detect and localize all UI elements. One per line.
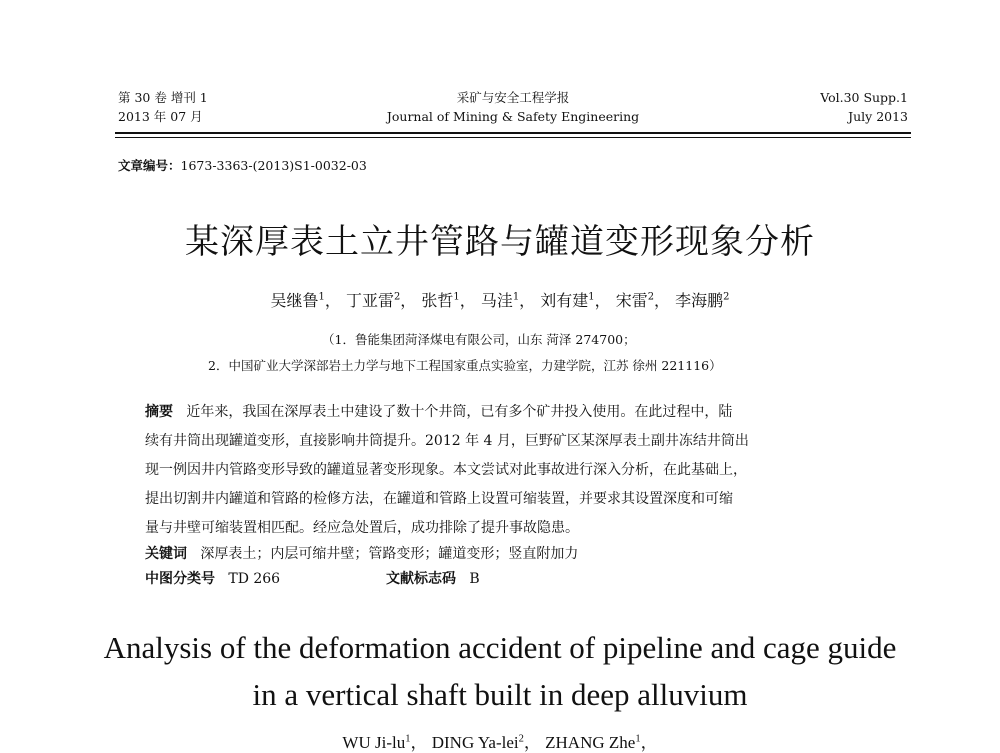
abstract-label: 摘要 <box>145 404 173 420</box>
author-en <box>545 733 657 752</box>
author-en-sup: 2 <box>518 733 524 745</box>
author-en-name: DING Ya-lei <box>431 733 519 752</box>
author-cn-sup: 1 <box>453 291 460 303</box>
author-cn <box>616 291 670 310</box>
author-cn-name: 丁亚雷 <box>345 291 394 310</box>
author-cn-sup: 1 <box>318 291 325 303</box>
abstract-line <box>145 401 732 421</box>
article-number-value: 1673-3363-(2013)S1-0032-03 <box>180 158 367 173</box>
author-cn-sep: ， <box>654 291 671 310</box>
author-en-sup: 1 <box>405 733 411 745</box>
author-en-sep: ， <box>410 733 428 752</box>
affiliation-1: （1．鲁能集团菏泽煤电有限公司，山东 菏泽 274700； <box>322 332 636 347</box>
author-en <box>432 733 541 752</box>
header-rule-thick <box>115 132 911 134</box>
author-en-name: WU Ji-lu <box>342 733 406 752</box>
abstract-text: 近年来，我国在深厚表土中建设了数十个井筒，已有多个矿井投入使用。在此过程中，陆 <box>186 404 733 420</box>
document-code <box>386 568 480 588</box>
clc-value: TD 266 <box>228 571 281 587</box>
article-number-label: 文章编号： <box>118 158 181 173</box>
author-cn-name: 吴继鲁 <box>270 291 319 310</box>
abstract-line: 提出切割井内罐道和管路的检修方法，在罐道和管路上设置可缩装置，并要求其设置深度和可缩 <box>145 491 733 507</box>
author-cn-name: 宋雷 <box>615 291 648 310</box>
author-cn-name: 张哲 <box>421 291 454 310</box>
classification <box>145 568 280 588</box>
author-cn-sup: 1 <box>588 291 595 303</box>
author-en-name: ZHANG Zhe <box>545 733 636 752</box>
authors-cn <box>0 288 1000 311</box>
issue-date: 2013 年 07 月 <box>118 109 203 124</box>
author-cn <box>346 291 416 310</box>
article-number <box>118 156 367 174</box>
abstract-line: 现一例因井内管路变形导致的罐道显著变形现象。本文尝试对此事故进行深入分析，在此基础上， <box>145 462 747 478</box>
author-cn <box>421 291 475 310</box>
author-en-sep: ， <box>640 733 658 752</box>
doc-code-label: 文献标志码 <box>386 571 456 587</box>
author-en-sep: ， <box>523 733 541 752</box>
abstract-line: 续有井筒出现罐道变形，直接影响井筒提升。2012 年 4 月，巨野矿区某深厚表土副井冻结井筒出 <box>145 433 749 449</box>
affiliation-2: 2．中国矿业大学深部岩土力学与地下工程国家重点实验室，力建学院，江苏 徐州 221116） <box>208 358 722 373</box>
keywords-value: 深厚表土；内层可缩井壁；管路变形；罐道变形；竖直附加力 <box>200 546 579 562</box>
author-cn-sep: ， <box>519 291 536 310</box>
volume-en: Vol.30 Supp.1 <box>820 90 908 105</box>
journal-volume-en <box>760 88 908 126</box>
author-cn-sup: 2 <box>647 291 655 303</box>
journal-name-en: Journal of Mining & Safety Engineering <box>386 109 640 124</box>
date-en: July 2013 <box>848 109 908 124</box>
keywords-label: 关键词 <box>145 546 187 562</box>
journal-name <box>330 88 696 126</box>
author-cn-sep: ， <box>459 291 476 310</box>
title-cn: 某深厚表土立井管路与罐道变形现象分析 <box>185 222 815 262</box>
author-cn-sup: 2 <box>393 291 401 303</box>
author-cn <box>540 291 610 310</box>
journal-name-cn: 采矿与安全工程学报 <box>456 90 570 105</box>
author-cn-name: 刘有建 <box>540 291 589 310</box>
author-cn-sep: ， <box>324 291 341 310</box>
doc-code-value: B <box>469 571 480 587</box>
author-cn-name: 李海鹏 <box>675 291 724 310</box>
author-cn <box>675 291 729 310</box>
title-en-line1: Analysis of the deformation accident of pipeline and cage guide <box>103 630 897 665</box>
abstract-line: 量与井壁可缩装置相匹配。经应急处置后，成功排除了提升事故隐患。 <box>145 520 579 536</box>
author-en <box>342 733 427 752</box>
author-cn-sep: ， <box>400 291 417 310</box>
author-cn-sep: ， <box>594 291 611 310</box>
keywords <box>145 543 578 563</box>
header-rule-thin <box>115 137 911 138</box>
clc-label: 中图分类号 <box>145 571 215 587</box>
author-cn <box>271 291 341 310</box>
author-cn-sup: 1 <box>512 291 520 303</box>
author-cn-name: 马洼 <box>480 291 513 310</box>
authors-en <box>0 728 1000 753</box>
title-en-line2: in a vertical shaft built in deep alluvium <box>252 677 748 712</box>
author-cn-sup: 2 <box>723 291 730 303</box>
author-en-sup: 1 <box>635 733 641 745</box>
volume-issue: 第 30 卷 增刊 1 <box>118 90 208 105</box>
author-cn <box>481 291 535 310</box>
journal-volume-info <box>118 88 208 126</box>
